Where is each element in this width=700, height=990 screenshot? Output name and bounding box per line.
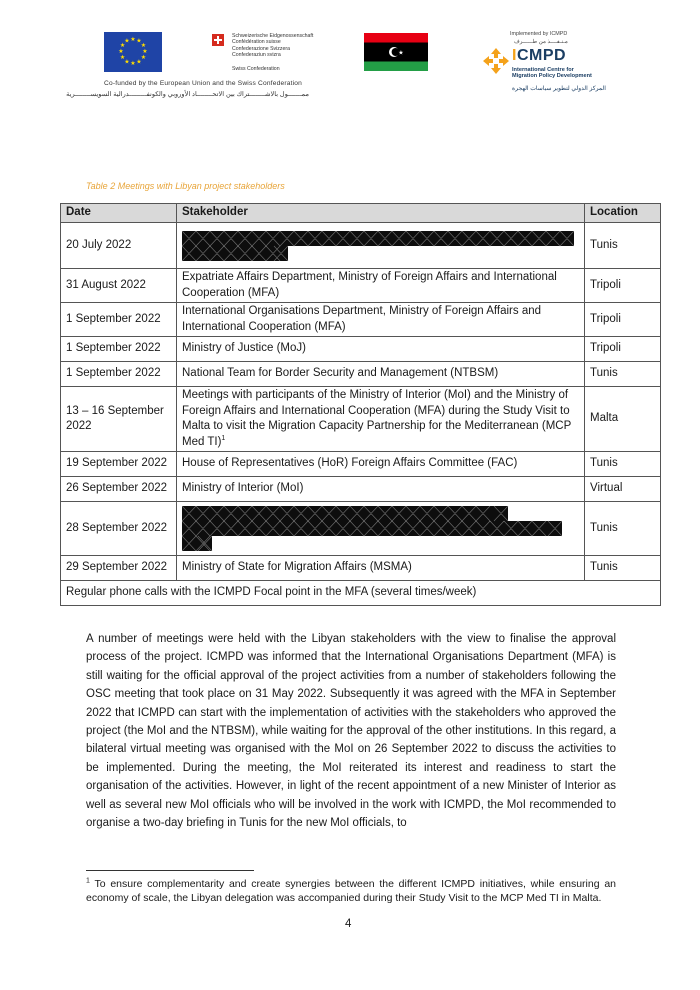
cell-date: 13 – 16 September 2022 bbox=[61, 387, 177, 452]
swiss-line: Confederazione Svizzera bbox=[232, 45, 290, 52]
svg-text:★: ★ bbox=[140, 54, 147, 61]
cofunded-text-ar: ممـــــــول بالاشــــــــتراك بين الاتحــــــــاد الأوروبي والكونفـــــــــدرالية السويســــــــرية bbox=[66, 91, 309, 98]
icmpd-arrows-icon bbox=[482, 47, 510, 75]
svg-text:★: ★ bbox=[119, 42, 126, 49]
cell-footer-note: Regular phone calls with the ICMPD Focal point in the MFA (several times/week) bbox=[61, 581, 661, 606]
implemented-by-label: Implemented by ICMPD bbox=[510, 31, 568, 37]
cell-location: Tunis bbox=[585, 502, 661, 556]
cell-stakeholder-redacted bbox=[177, 502, 585, 556]
cell-stakeholder: Ministry of State for Migration Affairs (MSMA) bbox=[177, 556, 585, 581]
table-caption: Table 2 Meetings with Libyan project stakeholders bbox=[86, 181, 285, 191]
table-row bbox=[61, 502, 661, 556]
cell-location: Tunis bbox=[585, 223, 661, 269]
cell-stakeholder: International Organisations Department, Ministry of Foreign Affairs and International Cooperation (MFA) bbox=[177, 303, 585, 337]
table-row bbox=[61, 269, 661, 303]
cell-date: 28 September 2022 bbox=[61, 502, 177, 556]
table-row bbox=[61, 223, 661, 269]
icmpd-logo-rest: CMPD bbox=[516, 47, 567, 64]
icmpd-full-name bbox=[512, 67, 592, 80]
table-row bbox=[61, 452, 661, 477]
page-number: 4 bbox=[345, 918, 352, 930]
cell-location: Tripoli bbox=[585, 337, 661, 362]
cell-stakeholder: Ministry of Justice (MoJ) bbox=[177, 337, 585, 362]
cell-location: Tripoli bbox=[585, 303, 661, 337]
icmpd-full-name-ar: المركز الدولي لتطوير سياسات الهجرة bbox=[512, 86, 606, 92]
libya-flag-logo bbox=[364, 33, 428, 71]
table-row bbox=[61, 362, 661, 387]
table-row bbox=[61, 337, 661, 362]
svg-text:★: ★ bbox=[136, 58, 142, 66]
cell-location: Malta bbox=[585, 387, 661, 452]
icmpd-full-name-line: Migration Policy Development bbox=[512, 73, 592, 80]
cell-date: 20 July 2022 bbox=[61, 223, 177, 269]
cell-date: 1 September 2022 bbox=[61, 362, 177, 387]
cell-location: Tripoli bbox=[585, 269, 661, 303]
header-location: Location bbox=[585, 204, 661, 223]
table-row bbox=[61, 387, 661, 452]
table-header-row bbox=[61, 204, 661, 223]
body-paragraph: A number of meetings were held with the Libyan stakeholders with the view to finalise the approval process of the project. ICMPD was informed that the International Organisations Department (MFA) is still waiting for the official approval of the project activities from a number of stakeholders following the OSC meeting that took place on 31 May 2022. Subsequently it was agreed with the MFA in September 2022 that ICMPD can start with the implementation of activities with the stakeholders who approved the project (the MoI and the NTBSM), while waiting for the approval of the other institutions. In this regard, a bilateral virtual meeting was organised with the MoI on 26 September 2022 to discuss the activities to be implemented. During the meeting, the MoI reiterated its interest and readiness to start the organisation of the activities. However, in light of the recent appointment of a new Minister of Interior as well as several new MoI officials who will be involved in the work with ICMPD, the MoI recommended to organise a two-day briefing in Tunis for the new MoI officials, to bbox=[86, 633, 616, 830]
swiss-cross-icon bbox=[212, 34, 224, 46]
svg-text:★: ★ bbox=[130, 60, 136, 67]
cell-stakeholder: National Team for Border Security and Management (NTBSM) bbox=[177, 362, 585, 387]
cell-stakeholder: Ministry of Interior (MoI) bbox=[177, 477, 585, 502]
svg-text:★: ★ bbox=[130, 36, 136, 43]
svg-text:★: ★ bbox=[136, 37, 142, 45]
swiss-confederation-logo bbox=[212, 32, 322, 74]
table-footer-row bbox=[61, 581, 661, 606]
table-row bbox=[61, 556, 661, 581]
icmpd-logo-initial: I bbox=[512, 47, 517, 64]
cell-location: Virtual bbox=[585, 477, 661, 502]
eu-flag-logo bbox=[104, 32, 162, 72]
cell-date: 1 September 2022 bbox=[61, 337, 177, 362]
cell-stakeholder: House of Representatives (HoR) Foreign Affairs Committee (FAC) bbox=[177, 452, 585, 477]
svg-text:★: ★ bbox=[118, 48, 124, 55]
table-row bbox=[61, 477, 661, 502]
footnote-text: To ensure complementarity and create synergies between the different ICMPD initiatives, while ensuring an economy of scale, the Libyan delegation was accompanied during their Study Visit to the MCP Med TI in Malta. bbox=[86, 878, 616, 904]
swiss-line: Confederaziun svizra bbox=[232, 51, 281, 58]
svg-text:★: ★ bbox=[124, 58, 130, 66]
redaction-block bbox=[182, 231, 579, 261]
redaction-block bbox=[182, 506, 579, 551]
cell-location: Tunis bbox=[585, 362, 661, 387]
cell-stakeholder bbox=[177, 387, 585, 452]
svg-text:★: ★ bbox=[142, 48, 148, 55]
cell-date: 1 September 2022 bbox=[61, 303, 177, 337]
cell-stakeholder: Expatriate Affairs Department, Ministry of Foreign Affairs and International Cooperation (MFA) bbox=[177, 269, 585, 303]
footnote bbox=[86, 877, 616, 905]
svg-text:★: ★ bbox=[124, 37, 130, 45]
table-row bbox=[61, 303, 661, 337]
header-date: Date bbox=[61, 204, 177, 223]
cofunded-text-en: Co-funded by the European Union and the Swiss Confederation bbox=[104, 80, 303, 87]
implemented-by-label-ar: مـنـفــــذ من طــــــرف bbox=[514, 39, 568, 45]
svg-text:★: ★ bbox=[140, 42, 147, 49]
footnote-number: 1 bbox=[86, 877, 90, 885]
cell-stakeholder-text: Meetings with participants of the Ministry of Interior (MoI) and the Ministry of Foreign Affairs and International Cooperation (MFA) during the Study Visit to Malta to visit the Migration Capacity Partnership for the Mediterranean (MCP Med TI) bbox=[182, 389, 572, 448]
svg-text:★: ★ bbox=[398, 49, 404, 57]
cell-date: 31 August 2022 bbox=[61, 269, 177, 303]
cell-date: 19 September 2022 bbox=[61, 452, 177, 477]
icmpd-full-name-line: International Centre for bbox=[512, 67, 574, 73]
swiss-line: Schweizerische Eidgenossenschaft bbox=[232, 33, 314, 39]
cell-location: Tunis bbox=[585, 452, 661, 477]
cell-stakeholder-redacted bbox=[177, 223, 585, 269]
swiss-confederation-label: Swiss Confederation bbox=[232, 66, 280, 72]
meetings-table bbox=[60, 203, 661, 606]
footnote-divider bbox=[86, 870, 254, 871]
eu-stars-icon bbox=[104, 32, 162, 72]
svg-text:★: ★ bbox=[119, 54, 126, 61]
header-stakeholder: Stakeholder bbox=[177, 204, 585, 223]
cell-date: 26 September 2022 bbox=[61, 477, 177, 502]
swiss-line: Confédération suisse bbox=[232, 39, 281, 46]
icmpd-logo-text bbox=[512, 47, 566, 65]
cell-date: 29 September 2022 bbox=[61, 556, 177, 581]
cell-location: Tunis bbox=[585, 556, 661, 581]
footnote-ref[interactable]: 1 bbox=[221, 434, 226, 442]
